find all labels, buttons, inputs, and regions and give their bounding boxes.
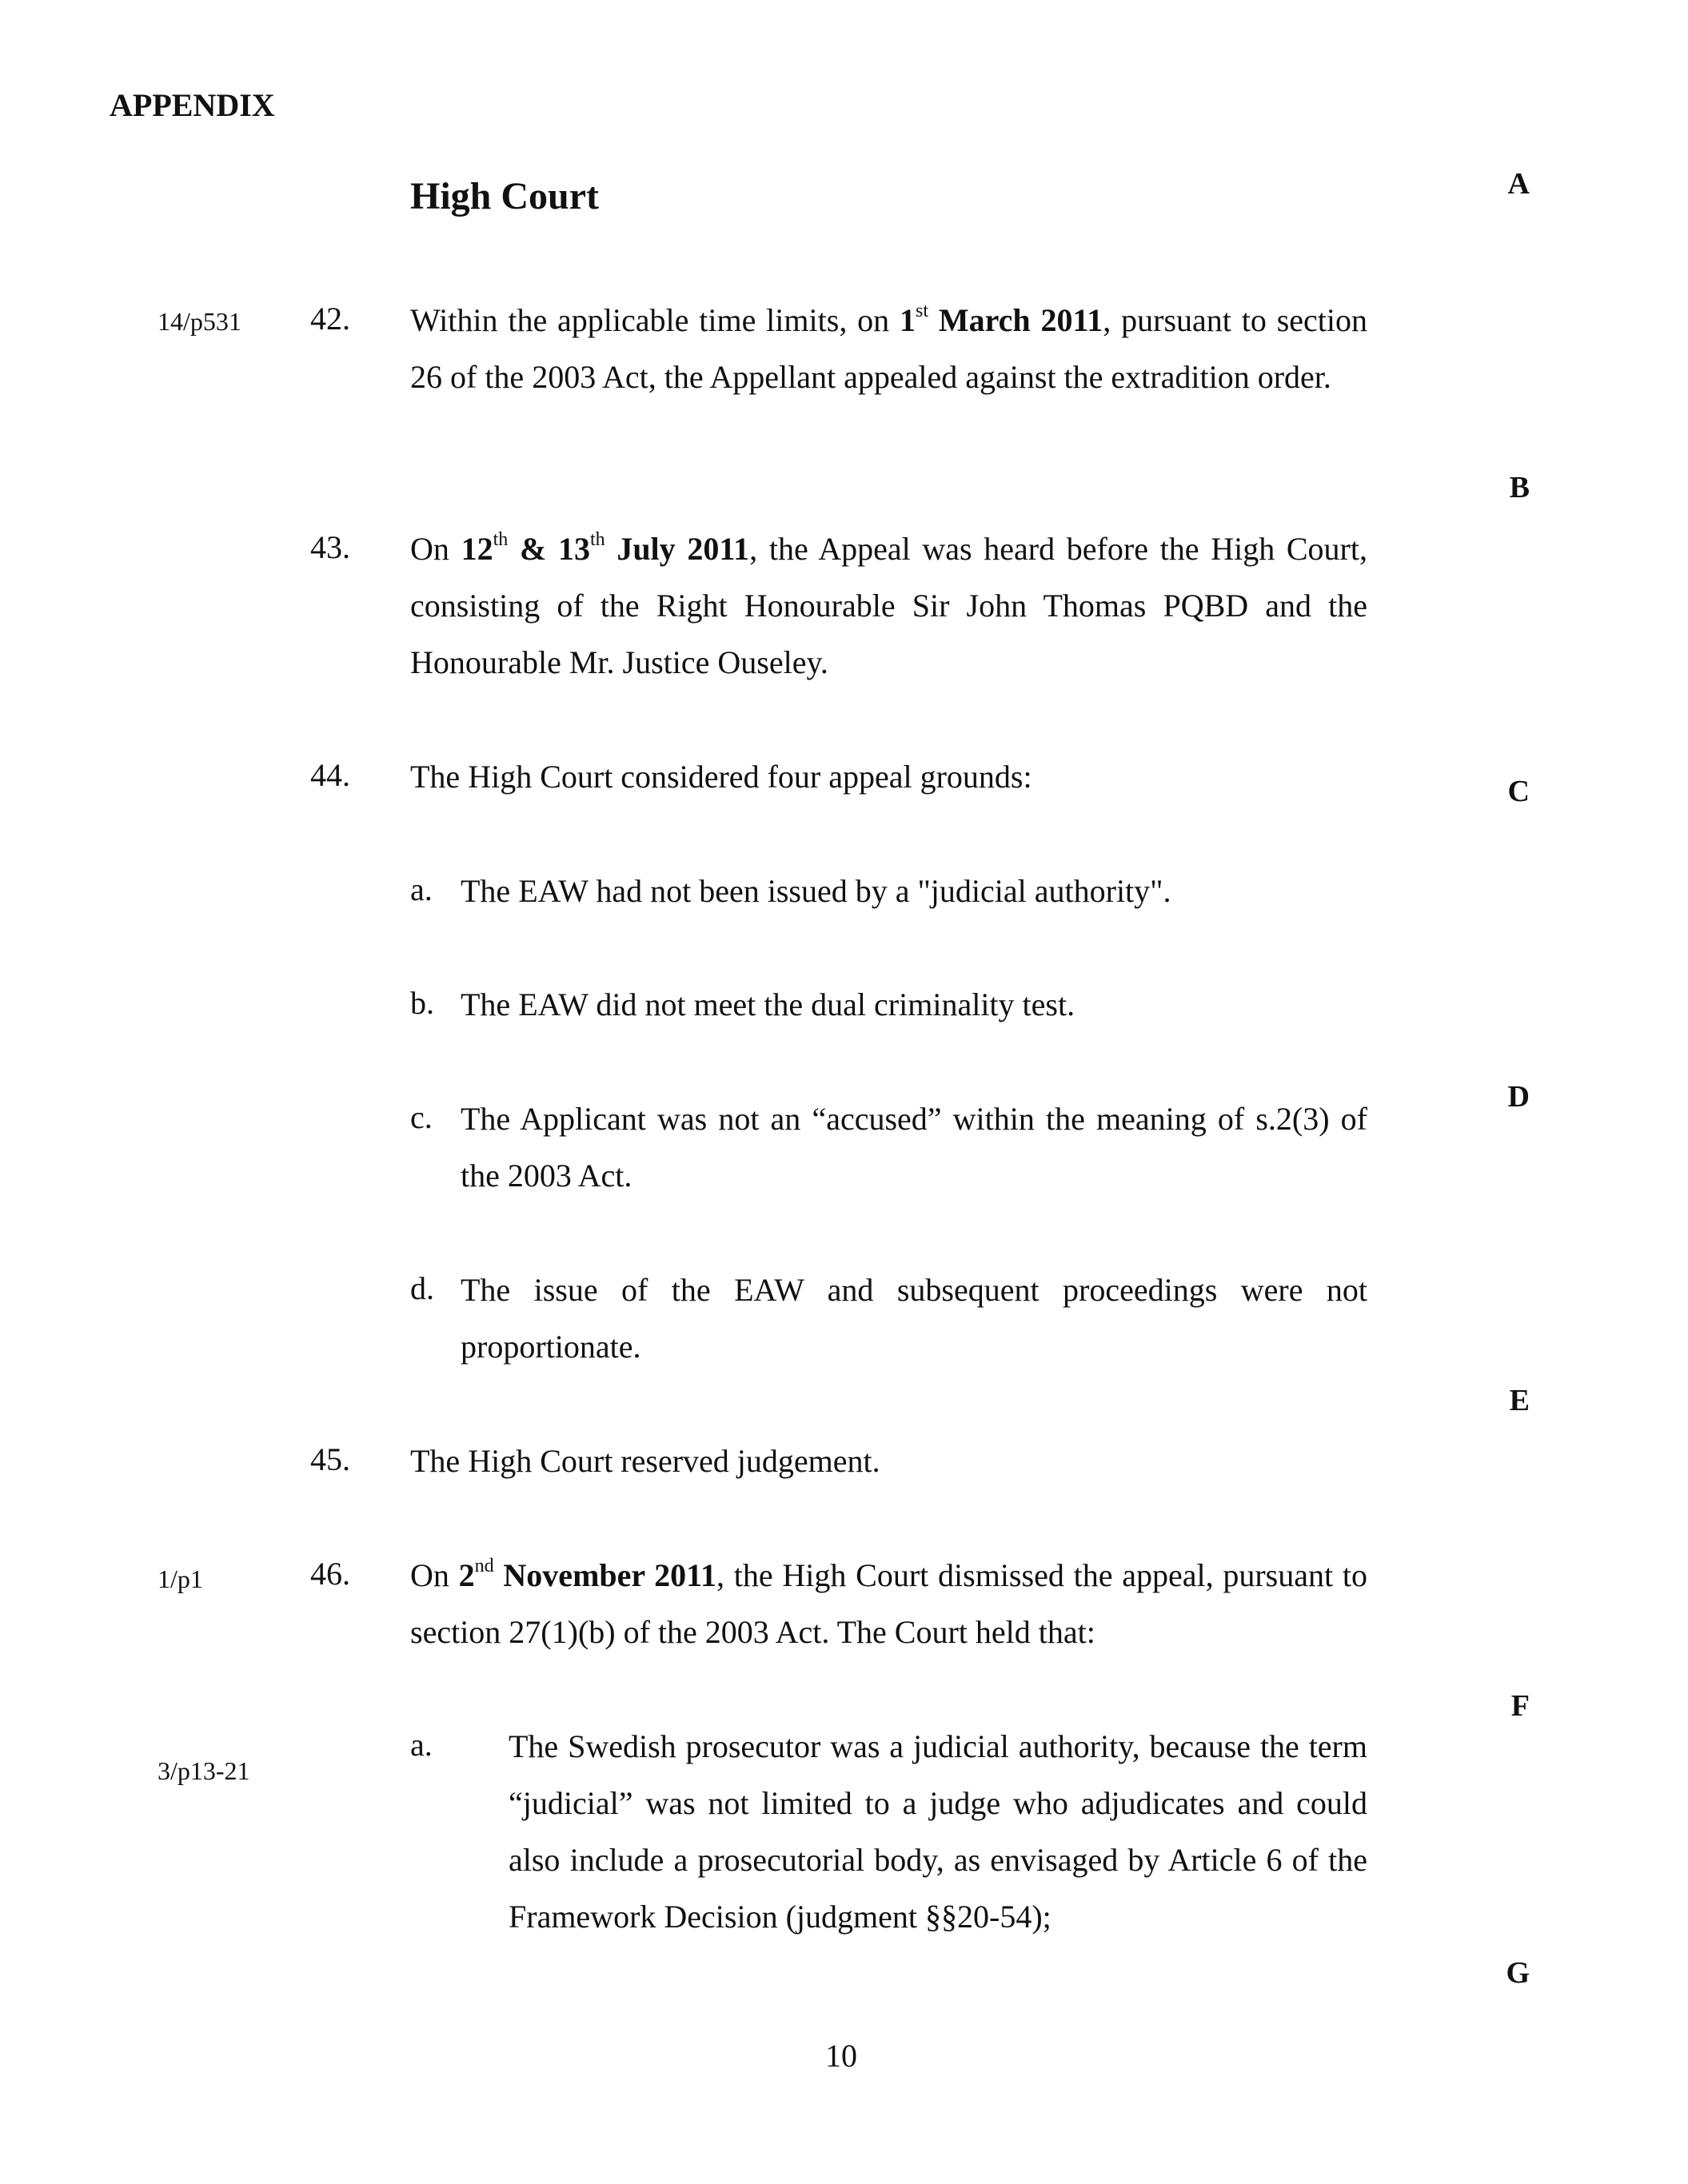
p44-item-c-label: c. bbox=[410, 1099, 433, 1135]
page-number: 10 bbox=[825, 2038, 857, 2074]
margin-ref-p46a: 3/p13-21 bbox=[158, 1756, 250, 1785]
paragraph-number-46: 46. bbox=[310, 1556, 350, 1592]
p44-item-c: The Applicant was not an “accused” within the meaning of s.2(3) of the 2003 Act. bbox=[461, 1101, 1367, 1194]
p46-text-1: On bbox=[410, 1557, 459, 1593]
p43-date-day-1: 12 bbox=[461, 531, 493, 567]
margin-letter-c: C bbox=[1507, 775, 1530, 808]
margin-letter-e: E bbox=[1509, 1384, 1530, 1417]
margin-letter-d: D bbox=[1507, 1080, 1530, 1114]
paragraph-46 bbox=[410, 1547, 1367, 1660]
p44-item-b-label: b. bbox=[410, 985, 434, 1021]
margin-ref-p42: 14/p531 bbox=[158, 307, 241, 336]
paragraph-number-45: 45. bbox=[310, 1441, 350, 1477]
margin-letter-f: F bbox=[1510, 1689, 1530, 1723]
appendix-heading: APPENDIX bbox=[110, 87, 275, 123]
paragraph-42 bbox=[410, 292, 1367, 405]
p44-item-d: The issue of the EAW and subsequent proceedings were not proportionate. bbox=[461, 1272, 1367, 1365]
p43-text-2: , the Appeal was heard before the High Court, consisting of the Right Honourable Sir John Thomas PQBD and the Honourable Mr. Justice Ouseley. bbox=[410, 531, 1367, 680]
paragraph-45: The High Court reserved judgement. bbox=[410, 1443, 880, 1479]
p43-date-month: July 2011 bbox=[605, 531, 750, 567]
p46-item-a: The Swedish prosecutor was a judicial authority, because the term “judicial” was not limited to a judge who adjudicates and could also include a prosecutorial body, as envisaged by Article 6 of the Framework Decision (judgment §§20-54); bbox=[509, 1728, 1367, 1935]
paragraph-number-43: 43. bbox=[310, 529, 350, 565]
p46-text-2: , the High Court dismissed the appeal, pursuant to section 27(1)(b) of the 2003 Act. The Court held that: bbox=[410, 1557, 1367, 1650]
paragraph-number-42: 42. bbox=[310, 301, 350, 337]
p44-item-d-label: d. bbox=[410, 1270, 434, 1306]
p42-text-2: , pursuant to section 26 of the 2003 Act, the Appellant appealed against the extradition order. bbox=[410, 302, 1367, 395]
p46-date-day: 2 bbox=[458, 1557, 475, 1593]
p42-date-day: 1 bbox=[900, 302, 916, 338]
p42-text-1: Within the applicable time limits, on bbox=[410, 302, 900, 338]
paragraph-43 bbox=[410, 520, 1367, 691]
paragraph-44: The High Court considered four appeal grounds: bbox=[410, 759, 1032, 795]
p44-item-a: The EAW had not been issued by a "judicial authority". bbox=[461, 873, 1171, 909]
margin-letter-g: G bbox=[1506, 1956, 1530, 1990]
margin-letter-a: A bbox=[1507, 167, 1530, 201]
p43-date-day-2: & 13 bbox=[508, 531, 590, 567]
p43-date-suffix-1: th bbox=[493, 528, 509, 550]
p46-item-a-label: a. bbox=[410, 1727, 433, 1763]
p46-date-suffix: nd bbox=[474, 1555, 494, 1576]
p44-item-b: The EAW did not meet the dual criminality test. bbox=[461, 986, 1075, 1022]
p42-date-month: March 2011 bbox=[928, 302, 1103, 338]
section-title: High Court bbox=[410, 175, 600, 217]
p43-date-suffix-2: th bbox=[589, 528, 605, 550]
margin-ref-p46: 1/p1 bbox=[158, 1564, 203, 1593]
paragraph-number-44: 44. bbox=[310, 757, 350, 793]
margin-letter-b: B bbox=[1509, 471, 1530, 504]
p46-date-month: November 2011 bbox=[493, 1557, 716, 1593]
p43-text-1: On bbox=[410, 531, 461, 567]
p44-item-a-label: a. bbox=[410, 871, 433, 907]
p42-date-suffix: st bbox=[916, 300, 929, 321]
